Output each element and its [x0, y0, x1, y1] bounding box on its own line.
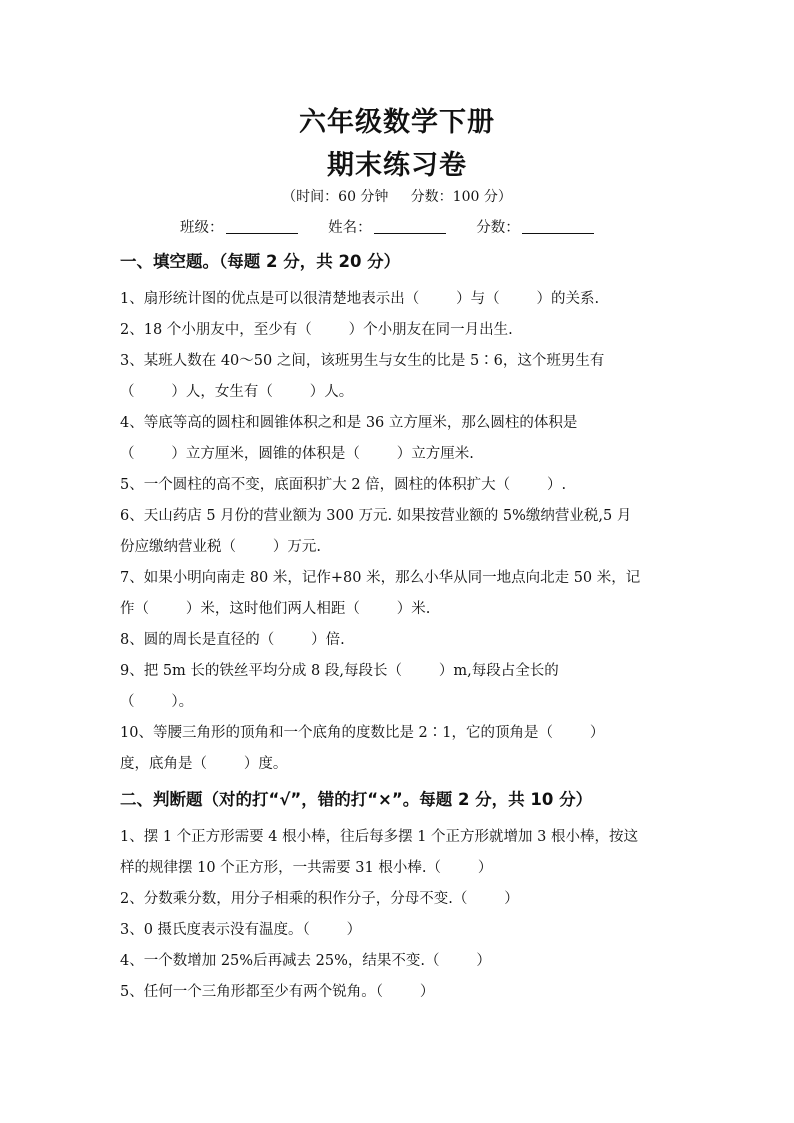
question-line: 1、摆 1 个正方形需要 4 根小棒，往后每多摆 1 个正方形就增加 3 根小棒，按这 — [120, 829, 638, 845]
question-line: 5、一个圆柱的高不变，底面积扩大 2 倍，圆柱的体积扩大（ ）. — [120, 477, 567, 493]
question-line: （ ）立方厘米，圆锥的体积是（ ）立方厘米. — [120, 446, 474, 462]
question-line: 8、圆的周长是直径的（ ）倍. — [120, 632, 345, 648]
question-line: （ ）人，女生有（ ）人。 — [120, 384, 354, 400]
section-true-false-questions — [120, 822, 680, 1008]
section-heading-fill-in: 一、填空题。（每题 2 分，共 20 分） — [120, 252, 401, 271]
section-heading-true-false: 二、判断题（对的打“√”，错的打“×”。每题 2 分，共 10 分） — [120, 790, 593, 809]
question-line: 6、天山药店 5 月份的营业额为 300 万元. 如果按营业额的 5%缴纳营业税,5 月 — [120, 508, 632, 524]
question-line: 4、一个数增加 25%后再减去 25%，结果不变.（ ） — [120, 953, 491, 969]
question-line: 3、某班人数在 40～50 之间，该班男生与女生的比是 5∶6，这个班男生有 — [120, 353, 605, 369]
question-line: 5、任何一个三角形都至少有两个锐角。（ ） — [120, 984, 435, 1000]
section-fill-in-questions — [120, 284, 680, 780]
score-blank[interactable] — [522, 219, 594, 234]
question-line: 份应缴纳营业税（ ）万元. — [120, 539, 321, 555]
class-field — [180, 216, 298, 237]
class-blank[interactable] — [226, 219, 298, 234]
page-title: 六年级数学下册 — [299, 107, 495, 138]
question-line: 4、等底等高的圆柱和圆锥体积之和是 36 立方厘米，那么圆柱的体积是 — [120, 415, 578, 431]
question-line: 10、等腰三角形的顶角和一个底角的度数比是 2∶1，它的顶角是（ ） — [120, 725, 605, 741]
question-line: 7、如果小明向南走 80 米，记作+80 米，那么小华从同一地点向北走 50 米，记 — [120, 570, 641, 586]
name-field — [328, 216, 446, 237]
exam-content — [120, 250, 680, 1008]
question-line: 3、0 摄氏度表示没有温度。（ ） — [120, 922, 362, 938]
question-line: 1、扇形统计图的优点是可以很清楚地表示出（ ）与（ ）的关系. — [120, 291, 600, 307]
class-label: 班级： — [180, 220, 224, 236]
question-line: 2、18 个小朋友中，至少有（ ）个小朋友在同一月出生. — [120, 322, 513, 338]
exam-meta: （时间：60 分钟 分数：100 分） — [282, 189, 512, 205]
question-line: （ ）。 — [120, 694, 194, 710]
question-line: 度，底角是（ ）度。 — [120, 756, 288, 772]
question-line: 样的规律摆 10 个正方形，一共需要 31 根小棒.（ ） — [120, 860, 493, 876]
section-gap — [120, 780, 680, 788]
question-line: 9、把 5m 长的铁丝平均分成 8 段,每段长（ ）m,每段占全长的 — [120, 663, 559, 679]
name-label: 姓名： — [328, 220, 372, 236]
page-subtitle: 期末练习卷 — [327, 150, 467, 181]
question-line: 作（ ）米，这时他们两人相距（ ）米. — [120, 601, 431, 617]
name-blank[interactable] — [374, 219, 446, 234]
score-label: 分数： — [476, 220, 520, 236]
question-line: 2、分数乘分数，用分子相乘的积作分子，分母不变.（ ） — [120, 891, 519, 907]
student-info-row — [180, 216, 620, 237]
score-field — [476, 216, 594, 237]
